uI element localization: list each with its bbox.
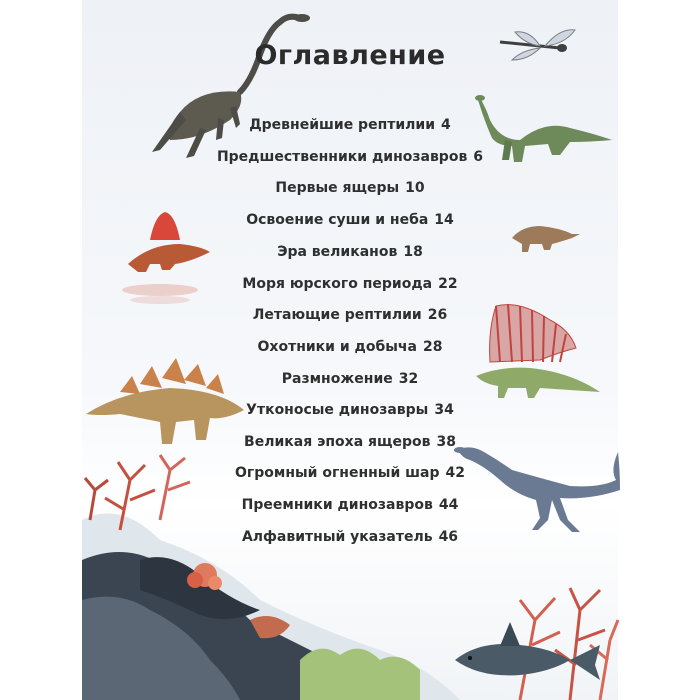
toc-entry [0,497,700,513]
toc-label: Эра великанов [277,244,398,260]
toc-label: Алфавитный указатель [241,529,433,545]
toc-label: Великая эпоха ящеров [244,434,431,450]
toc-page-number: 32 [398,371,419,387]
toc-entry [0,244,700,260]
toc-page-number: 46 [438,529,459,545]
toc-label: Древнейшие рептилии [249,117,436,133]
toc-label: Охотники и добыча [257,339,417,355]
toc-page-number: 4 [441,117,451,133]
compsognathus-illustration [454,447,620,532]
toc-page-number: 22 [438,276,458,292]
toc-page-number: 34 [434,402,454,418]
toc-entry [0,117,700,133]
toc-page-number: 6 [473,149,484,165]
coral-right-illustration [505,588,618,700]
toc-entry [0,149,700,165]
toc-label: Первые ящеры [275,180,400,196]
toc-label: Размножение [281,371,393,387]
toc-page-number: 10 [405,180,425,196]
toc-entry [0,180,700,196]
toc-label: Освоение суши и неба [246,212,429,228]
toc-page-number: 18 [403,244,423,260]
toc-page-number: 38 [436,434,456,450]
toc-entry [0,529,700,545]
toc-label: Предшественники динозавров [216,149,468,165]
toc-entry [0,434,700,450]
toc-page-number: 42 [445,465,465,481]
toc-entry [0,276,700,292]
toc-entry [0,307,700,323]
toc-page-number: 44 [438,497,459,513]
toc-label: Огромный огненный шар [235,465,440,481]
toc-entry [0,339,700,355]
toc-entry [0,371,700,387]
toc-page-number: 26 [427,307,448,323]
page-title: Оглавление [254,40,446,71]
toc-page-number: 14 [434,212,454,228]
toc-label: Летающие рептилии [252,307,422,323]
toc-label: Моря юрского периода [242,276,433,292]
toc-entry [0,402,700,418]
toc-entry [0,212,700,228]
toc-label: Утконосые динозавры [246,402,429,418]
toc-label: Преемники динозавров [241,497,433,513]
plesiosaur-illustration [152,14,310,158]
coral-reef-illustration [82,455,460,700]
toc-entry [0,465,700,481]
toc-page-number: 28 [422,339,443,355]
